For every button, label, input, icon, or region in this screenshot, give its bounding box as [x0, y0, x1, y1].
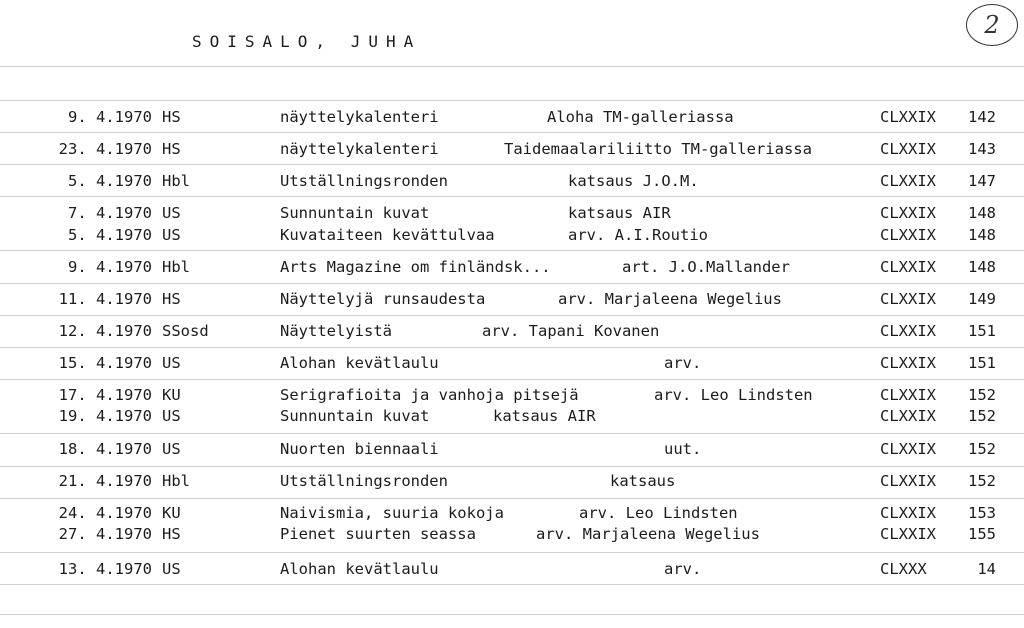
entry-page: 153: [968, 504, 996, 522]
entry-volume: CLXXIX: [880, 204, 936, 222]
entry-source: US: [162, 560, 181, 578]
entry-source: SSosd: [162, 322, 209, 340]
entry-title: Nuorten biennaali: [280, 440, 439, 458]
entry-row: [0, 385, 1024, 405]
entry-row: [0, 107, 1024, 127]
entry-note: katsaus AIR: [568, 204, 671, 222]
entry-page: 151: [968, 354, 996, 372]
ruled-line: [0, 433, 1024, 434]
entry-source: US: [162, 407, 181, 425]
entry-volume: CLXXIX: [880, 140, 936, 158]
entry-title: Pienet suurten seassa: [280, 525, 476, 543]
entry-date: 27. 4.1970: [58, 525, 152, 543]
entry-source: KU: [162, 386, 181, 404]
ruled-line: [0, 552, 1024, 553]
entry-date: 9. 4.1970: [68, 258, 152, 276]
entry-note: arv. Leo Lindsten: [654, 386, 813, 404]
entry-date: 24. 4.1970: [58, 504, 152, 522]
entry-page: 151: [968, 322, 996, 340]
ruled-line: [0, 315, 1024, 316]
entry-source: HS: [162, 140, 181, 158]
entry-note: uut.: [664, 440, 702, 458]
entry-page: 143: [968, 140, 996, 158]
entry-note: arv. Marjaleena Wegelius: [536, 525, 760, 543]
entry-page: 152: [968, 386, 996, 404]
entry-page: 142: [968, 108, 996, 126]
entry-volume: CLXXIX: [880, 354, 936, 372]
entry-date: 15. 4.1970: [58, 354, 152, 372]
ruled-line: [0, 164, 1024, 165]
entry-row: [0, 353, 1024, 373]
entry-title: näyttelykalenteri: [280, 108, 439, 126]
entry-volume: CLXXIX: [880, 504, 936, 522]
entry-volume: CLXXIX: [880, 290, 936, 308]
entry-title: Näyttelyjä runsaudesta: [280, 290, 486, 308]
entry-page: 152: [968, 472, 996, 490]
entry-row: [0, 225, 1024, 245]
entry-note: arv. Tapani Kovanen: [482, 322, 660, 340]
entry-volume: CLXXIX: [880, 172, 936, 190]
entry-volume: CLXXIX: [880, 525, 936, 543]
entry-title: Utställningsronden: [280, 472, 448, 490]
entry-row: [0, 321, 1024, 341]
entry-page: 14: [977, 560, 996, 578]
entry-row: [0, 289, 1024, 309]
entry-title: Arts Magazine om finländsk...: [280, 258, 551, 276]
entry-title: Alohan kevätlaulu: [280, 354, 439, 372]
entry-date: 9. 4.1970: [68, 108, 152, 126]
ruled-line: [0, 283, 1024, 284]
entry-title: Sunnuntain kuvat: [280, 204, 430, 222]
ruled-line: [0, 132, 1024, 133]
entry-volume: CLXXIX: [880, 440, 936, 458]
entry-note: katsaus AIR: [493, 407, 596, 425]
entry-source: Hbl: [162, 258, 190, 276]
entry-source: US: [162, 204, 181, 222]
entry-source: US: [162, 440, 181, 458]
entry-note: art. J.O.Mallander: [622, 258, 790, 276]
entry-note: arv. A.I.Routio: [568, 226, 708, 244]
entry-row: [0, 406, 1024, 426]
entry-note: arv.: [664, 560, 702, 578]
entry-row: [0, 171, 1024, 191]
entry-note: arv.: [664, 354, 702, 372]
entry-row: [0, 503, 1024, 523]
entry-title: Naivismia, suuria kokoja: [280, 504, 504, 522]
entry-note: katsaus: [610, 472, 676, 490]
entry-date: 18. 4.1970: [58, 440, 152, 458]
entry-page: 152: [968, 440, 996, 458]
entry-volume: CLXXIX: [880, 226, 936, 244]
entry-page: 148: [968, 226, 996, 244]
entry-page: 152: [968, 407, 996, 425]
entry-source: Hbl: [162, 472, 190, 490]
card-heading: SOISALO, JUHA: [192, 32, 422, 51]
entry-volume: CLXXIX: [880, 108, 936, 126]
ruled-line: [0, 66, 1024, 67]
entry-source: HS: [162, 108, 181, 126]
entry-row: [0, 257, 1024, 277]
ruled-line: [0, 379, 1024, 380]
ruled-line: [0, 584, 1024, 585]
entry-date: 13. 4.1970: [58, 560, 152, 578]
entry-volume: CLXXIX: [880, 322, 936, 340]
entry-row: [0, 559, 1024, 579]
entry-date: 19. 4.1970: [58, 407, 152, 425]
ruled-line: [0, 196, 1024, 197]
entry-date: 12. 4.1970: [58, 322, 152, 340]
entry-title: Sunnuntain kuvat: [280, 407, 430, 425]
entry-volume: CLXXIX: [880, 386, 936, 404]
entry-source: HS: [162, 525, 181, 543]
ruled-line: [0, 100, 1024, 101]
entry-source: US: [162, 354, 181, 372]
entry-row: [0, 203, 1024, 223]
ruled-line: [0, 347, 1024, 348]
entry-title: Serigrafioita ja vanhoja pitsejä: [280, 386, 579, 404]
entry-date: 7. 4.1970: [68, 204, 152, 222]
entry-note: Aloha TM-galleriassa: [547, 108, 734, 126]
entry-title: näyttelykalenteri: [280, 140, 439, 158]
ruled-line: [0, 614, 1024, 615]
entry-volume: CLXXIX: [880, 407, 936, 425]
entry-source: Hbl: [162, 172, 190, 190]
entry-title: Kuvataiteen kevättulvaa: [280, 226, 495, 244]
entry-title: Näyttelyistä: [280, 322, 392, 340]
entry-page: 148: [968, 204, 996, 222]
entry-date: 11. 4.1970: [58, 290, 152, 308]
entry-date: 5. 4.1970: [68, 172, 152, 190]
entry-page: 155: [968, 525, 996, 543]
ruled-line: [0, 250, 1024, 251]
entry-title: Alohan kevätlaulu: [280, 560, 439, 578]
entry-note: arv. Leo Lindsten: [579, 504, 738, 522]
entry-row: [0, 139, 1024, 159]
entry-source: KU: [162, 504, 181, 522]
entry-page: 148: [968, 258, 996, 276]
entry-row: [0, 439, 1024, 459]
entry-title: Utställningsronden: [280, 172, 448, 190]
entry-source: HS: [162, 290, 181, 308]
entry-row: [0, 524, 1024, 544]
entry-volume: CLXXX: [880, 560, 927, 578]
entry-date: 21. 4.1970: [58, 472, 152, 490]
entry-note: katsaus J.O.M.: [568, 172, 699, 190]
entry-date: 17. 4.1970: [58, 386, 152, 404]
ruled-line: [0, 466, 1024, 467]
entry-volume: CLXXIX: [880, 472, 936, 490]
entry-volume: CLXXIX: [880, 258, 936, 276]
ruled-line: [0, 498, 1024, 499]
entry-page: 147: [968, 172, 996, 190]
entry-page: 149: [968, 290, 996, 308]
entry-note: Taidemaalariliitto TM-galleriassa: [504, 140, 812, 158]
card-number-circle: 2: [966, 4, 1018, 46]
entry-date: 5. 4.1970: [68, 226, 152, 244]
entry-source: US: [162, 226, 181, 244]
entry-row: [0, 471, 1024, 491]
entry-note: arv. Marjaleena Wegelius: [558, 290, 782, 308]
entry-date: 23. 4.1970: [58, 140, 152, 158]
